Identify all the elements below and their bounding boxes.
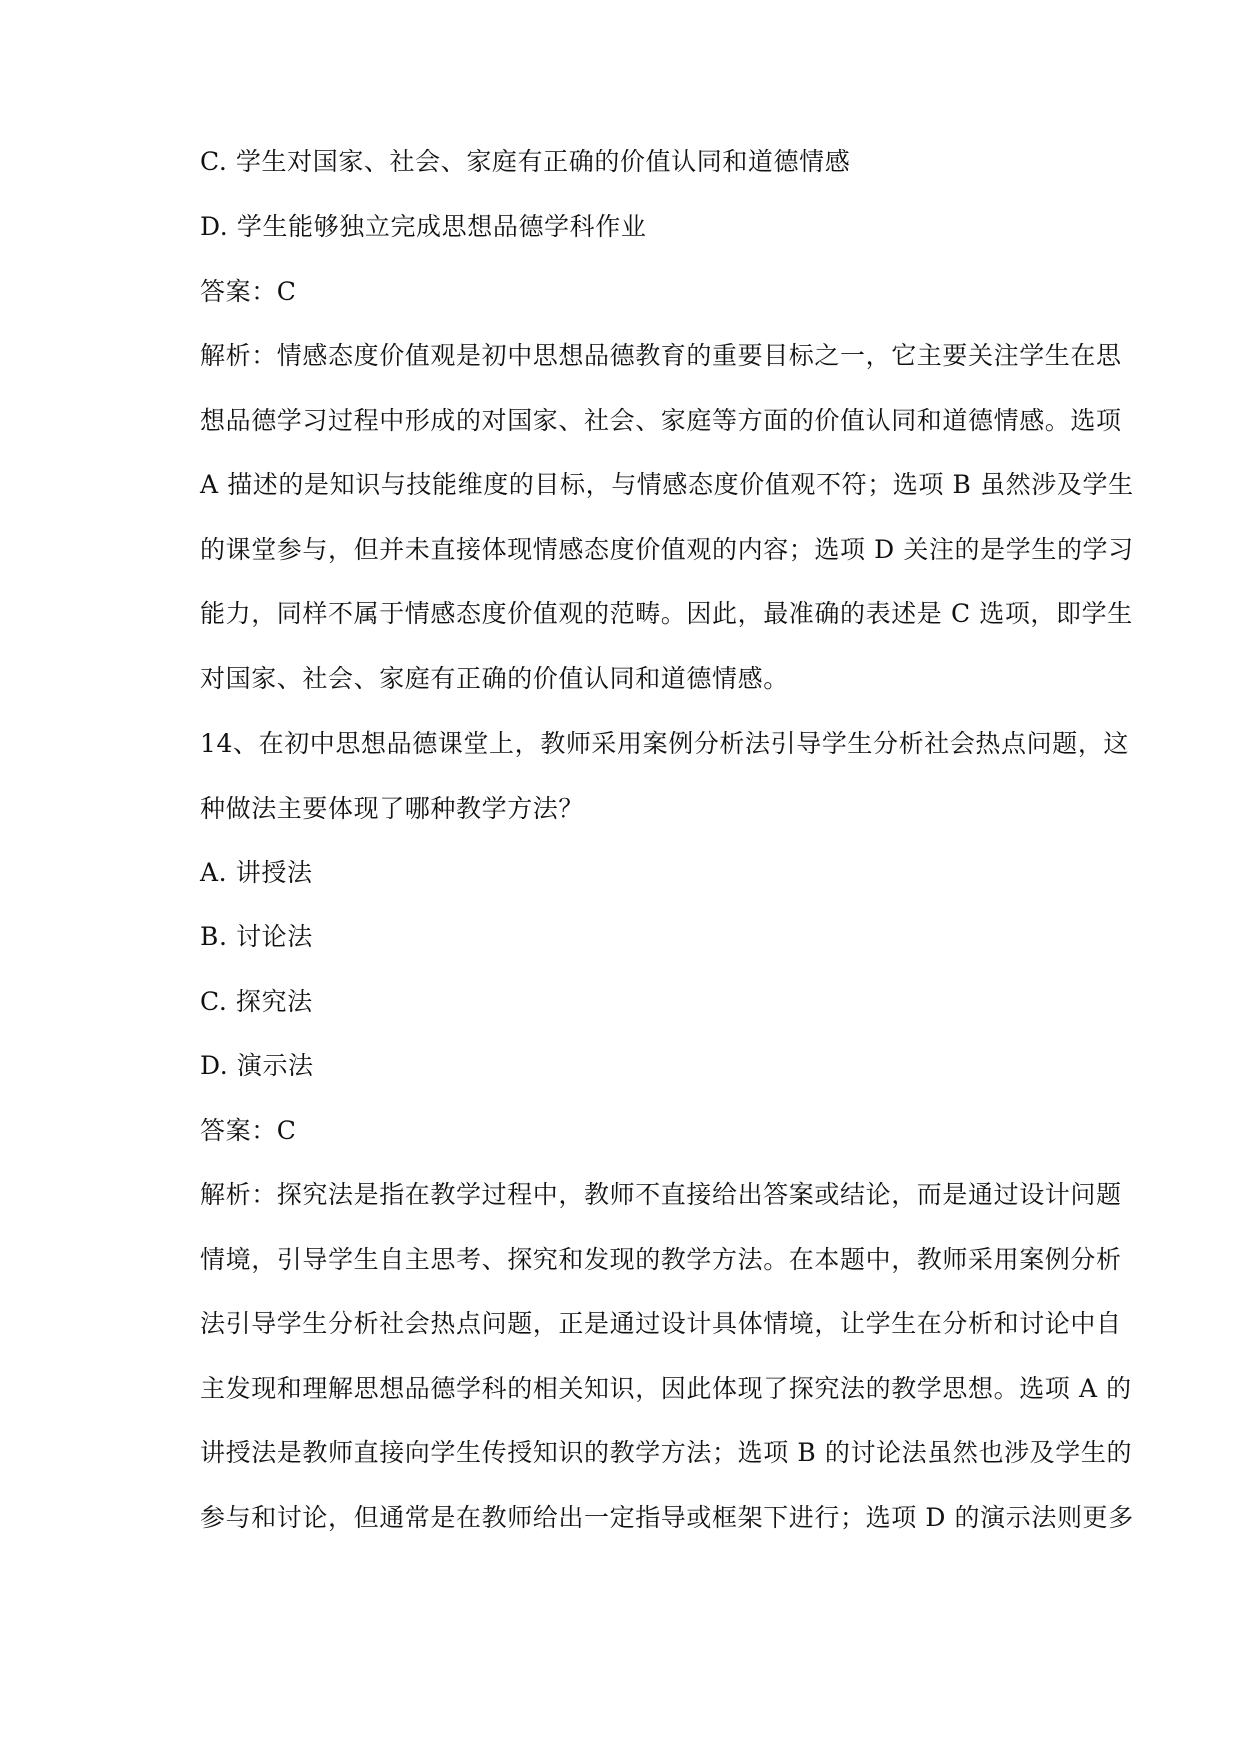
q14-stem-line: 14、在初中思想品德课堂上，教师采用案例分析法引导学生分析社会热点问题，这 xyxy=(200,729,1130,758)
q14-explanation-line: 法引导学生分析社会热点问题，正是通过设计具体情境，让学生在分析和讨论中自 xyxy=(200,1309,1122,1338)
q14-explanation-line: 讲授法是教师直接向学生传授知识的教学方法；选项 B 的讨论法虽然也涉及学生的 xyxy=(200,1438,1133,1467)
q14-explanation xyxy=(200,1179,1134,1566)
q13-explanation-line: 对国家、社会、家庭有正确的价值认同和道德情感。 xyxy=(200,663,789,693)
q14-option-b: B. 讨论法 xyxy=(200,922,313,951)
q13-option-d: D. 学生能够独立完成思想品德学科作业 xyxy=(200,212,647,241)
q14-option-c: C. 探究法 xyxy=(200,987,313,1016)
q14-explanation-line: 参与和讨论，但通常是在教师给出一定指导或框架下进行；选项 D 的演示法则更多 xyxy=(200,1502,1134,1532)
q13-explanation-line: 解析：情感态度价值观是初中思想品德教育的重要目标之一，它主要关注学生在思 xyxy=(200,341,1122,370)
q13-explanation-line: 的课堂参与，但并未直接体现情感态度价值观的内容；选项 D 关注的是学生的学习 xyxy=(200,534,1134,564)
q13-option-c: C. 学生对国家、社会、家庭有正确的价值认同和道德情感 xyxy=(200,147,851,176)
q13-explanation-line: 能力，同样不属于情感态度价值观的范畴。因此，最准确的表述是 C 选项，即学生 xyxy=(200,599,1133,628)
q13-explanation-line: A 描述的是知识与技能维度的目标，与情感态度价值观不符；选项 B 虽然涉及学生 xyxy=(200,470,1134,499)
q14-option-a: A. 讲授法 xyxy=(200,858,313,887)
q13-answer: 答案：C xyxy=(200,277,297,306)
q14-explanation-line: 主发现和理解思想品德学科的相关知识，因此体现了探究法的教学思想。选项 A 的 xyxy=(200,1373,1132,1403)
q14-explanation-line: 情境，引导学生自主思考、探究和发现的教学方法。在本题中，教师采用案例分析 xyxy=(200,1244,1122,1274)
q13-explanation-line: 想品德学习过程中形成的对国家、社会、家庭等方面的价值认同和道德情感。选项 xyxy=(200,405,1122,435)
q14-stem-line: 种做法主要体现了哪种教学方法？ xyxy=(200,793,585,823)
q14-explanation-line: 解析：探究法是指在教学过程中，教师不直接给出答案或结论，而是通过设计问题 xyxy=(200,1180,1122,1209)
q14-answer: 答案：C xyxy=(200,1116,297,1145)
q14-stem xyxy=(200,728,1130,857)
q13-explanation xyxy=(200,340,1134,727)
q14-option-d: D. 演示法 xyxy=(200,1051,314,1080)
